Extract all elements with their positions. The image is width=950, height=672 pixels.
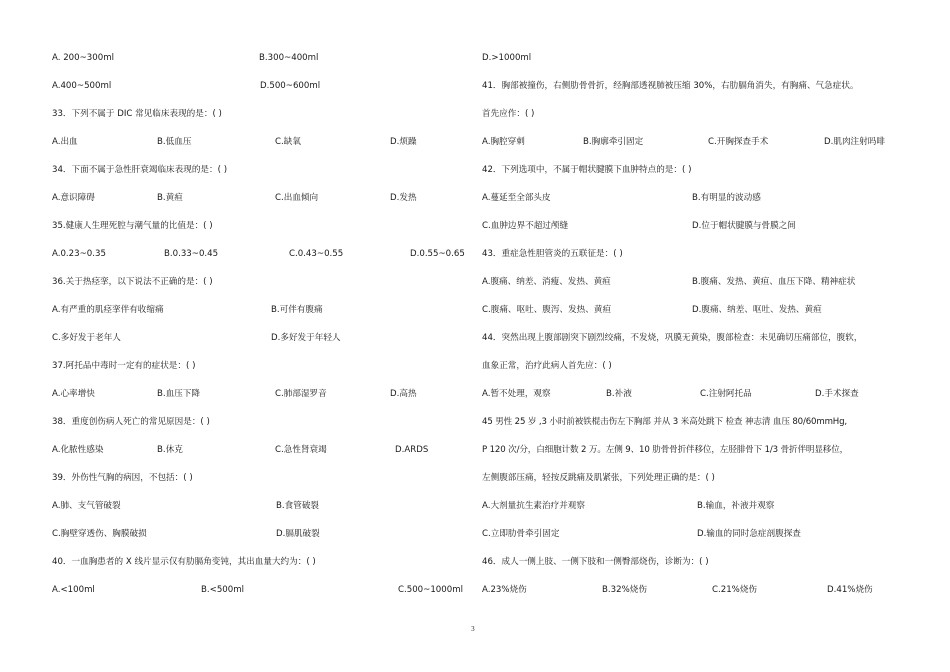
page-number: 3 (471, 626, 475, 633)
q46-option-c: C.21%烧伤 (712, 585, 758, 595)
q43-option-d: D.腹痛、纳差、呕吐、发热、黄疸 (692, 305, 822, 315)
q44-option-d: D.手术探查 (815, 389, 859, 399)
q34-option-d: D.发热 (390, 193, 417, 203)
question-43: 43．重症急性胆管炎的五联征是：( ) (482, 249, 623, 259)
q37-option-a: A.心率增快 (52, 389, 95, 399)
q38-option-d: D.ARDS (395, 445, 429, 455)
q40-option-d: D.>1000ml (482, 53, 532, 63)
question-35: 35.健康人生理死腔与潮气量的比值是：( ) (52, 221, 213, 231)
q38-option-c: C.急性肾衰竭 (275, 445, 327, 455)
q32-option-b: B.300~400ml (259, 53, 319, 63)
question-33: 33．下列不属于 DIC 常见临床表现的是：( ) (52, 109, 222, 119)
q34-option-c: C.出血倾向 (275, 193, 319, 203)
q33-option-a: A.出血 (52, 137, 78, 147)
question-40: 40．一血胸患者的 X 线片显示仅有肋膈角变钝，其出血量大约为：( ) (52, 557, 316, 567)
q32-option-d: D.500~600ml (260, 81, 321, 91)
q44-option-b: B.补液 (606, 389, 632, 399)
question-36: 36.关于热痉挛，以下说法不正确的是：( ) (52, 277, 213, 287)
q42-option-d: D.位于帽状腱膜与骨膜之间 (692, 221, 796, 231)
q42-option-a: A.蔓延至全部头皮 (482, 193, 551, 203)
q33-option-d: D.烦躁 (390, 137, 417, 147)
q36-option-b: B.可伴有腹痛 (271, 305, 323, 315)
question-44-cont: 血象正常，治疗此病人首先应：( ) (482, 361, 612, 371)
q39-option-d: D.膈肌破裂 (276, 529, 320, 539)
q38-option-b: B.休克 (157, 445, 183, 455)
q40-option-b: B.<500ml (201, 585, 244, 595)
question-41-cont: 首先应作：( ) (482, 109, 535, 119)
q40-option-c: C.500~1000ml (398, 585, 463, 595)
q36-option-c: C.多好发于老年人 (52, 333, 121, 343)
q41-option-a: A.胸腔穿刺 (482, 137, 525, 147)
q41-option-d: D.肌肉注射吗啡 (824, 137, 885, 147)
q36-option-a: A.有严重的肌痉挛伴有收缩痛 (52, 305, 164, 315)
q39-option-c: C.胸壁穿透伤、胸膜破损 (52, 529, 147, 539)
q45-option-a: A.大剂量抗生素治疗并观察 (482, 501, 585, 511)
q45-option-d: D.输血的同时急症剖腹探查 (697, 529, 801, 539)
q46-option-a: A.23%烧伤 (482, 585, 527, 595)
q42-option-b: B.有明显的波动感 (692, 193, 761, 203)
q46-option-b: B.32%烧伤 (602, 585, 647, 595)
q43-option-c: C.腹痛、呕吐、腹泻、发热、黄疸 (482, 305, 612, 315)
q39-option-b: B.食管破裂 (276, 501, 320, 511)
question-41: 41．胸部被撞伤，右侧肋骨骨折，经胸部透视肺被压缩 30%，右肋膈角消失，有胸痛、气急症状。 (482, 81, 859, 91)
q35-option-c: C.0.43~0.55 (289, 249, 344, 259)
question-45-cont2: 左侧腹部压痛，轻按反跳痛及肌紧张，下列处理正确的是：( ) (482, 473, 715, 483)
q34-option-b: B.黄疸 (157, 193, 183, 203)
q44-option-c: C.注射阿托品 (700, 389, 752, 399)
q40-option-a: A.<100ml (52, 585, 95, 595)
question-34: 34．下面不属于急性肝衰竭临床表现的是：( ) (52, 165, 228, 175)
question-45-cont: P 120 次/分，白细胞计数 2 万。左侧 9、10 肋骨骨折伴移位，左胫腓骨下 1/3 骨折伴明显移位， (482, 445, 849, 455)
q42-option-c: C.血肿边界不超过颅缝 (482, 221, 569, 231)
q33-option-b: B.低血压 (157, 137, 192, 147)
q46-option-d: D.41%烧伤 (827, 585, 873, 595)
q32-option-a: A. 200~300ml (52, 53, 114, 63)
q39-option-a: A.肺、支气管破裂 (52, 501, 121, 511)
q33-option-c: C.缺氧 (275, 137, 301, 147)
q34-option-a: A.意识障碍 (52, 193, 95, 203)
q43-option-a: A.腹痛、纳差、消瘦、发热、黄疸 (482, 277, 611, 287)
q37-option-c: C.肺部湿罗音 (275, 389, 327, 399)
q45-option-c: C.立即肋骨牵引固定 (482, 529, 560, 539)
question-42: 42．下列选项中，不属于帽状腱膜下血肿特点的是：( ) (482, 165, 692, 175)
q32-option-c: A.400~500ml (52, 81, 112, 91)
question-45: 45 男性 25 岁 ,3 小时前被铁棍击伤左下胸部 并从 3 米高处跳下 检查 神志清 血压 80/60mmHg, (482, 417, 847, 427)
q36-option-d: D.多好发于年轻人 (271, 333, 341, 343)
q43-option-b: B.腹痛、发热、黄疸、血压下降、精神症状 (692, 277, 856, 287)
question-46: 46．成人一侧上肢、一侧下肢和一侧臀部烧伤，诊断为：( ) (482, 557, 709, 567)
q35-option-d: D.0.55~0.65 (410, 249, 465, 259)
q35-option-b: B.0.33~0.45 (164, 249, 219, 259)
question-38: 38．重度创伤病人死亡的常见原因是：( ) (52, 417, 210, 427)
q41-option-c: C.开胸探查手术 (708, 137, 769, 147)
q44-option-a: A.暂不处理，观察 (482, 389, 551, 399)
q35-option-a: A.0.23~0.35 (52, 249, 106, 259)
q41-option-b: B.胸廓牵引固定 (583, 137, 644, 147)
q38-option-a: A.化脓性感染 (52, 445, 104, 455)
question-44: 44．突然出现上腹部剧突下剧烈绞痛，不发烧，巩膜无黄染，腹部检查：未见确切压痛部位，腹软， (482, 333, 863, 343)
question-37: 37.阿托品中毒时一定有的症状是：( ) (52, 361, 196, 371)
q37-option-b: B.血压下降 (157, 389, 201, 399)
question-39: 39．外伤性气胸的病因，不包括：( ) (52, 473, 193, 483)
q45-option-b: B.输血，补液并观察 (697, 501, 775, 511)
q37-option-d: D.高热 (390, 389, 417, 399)
